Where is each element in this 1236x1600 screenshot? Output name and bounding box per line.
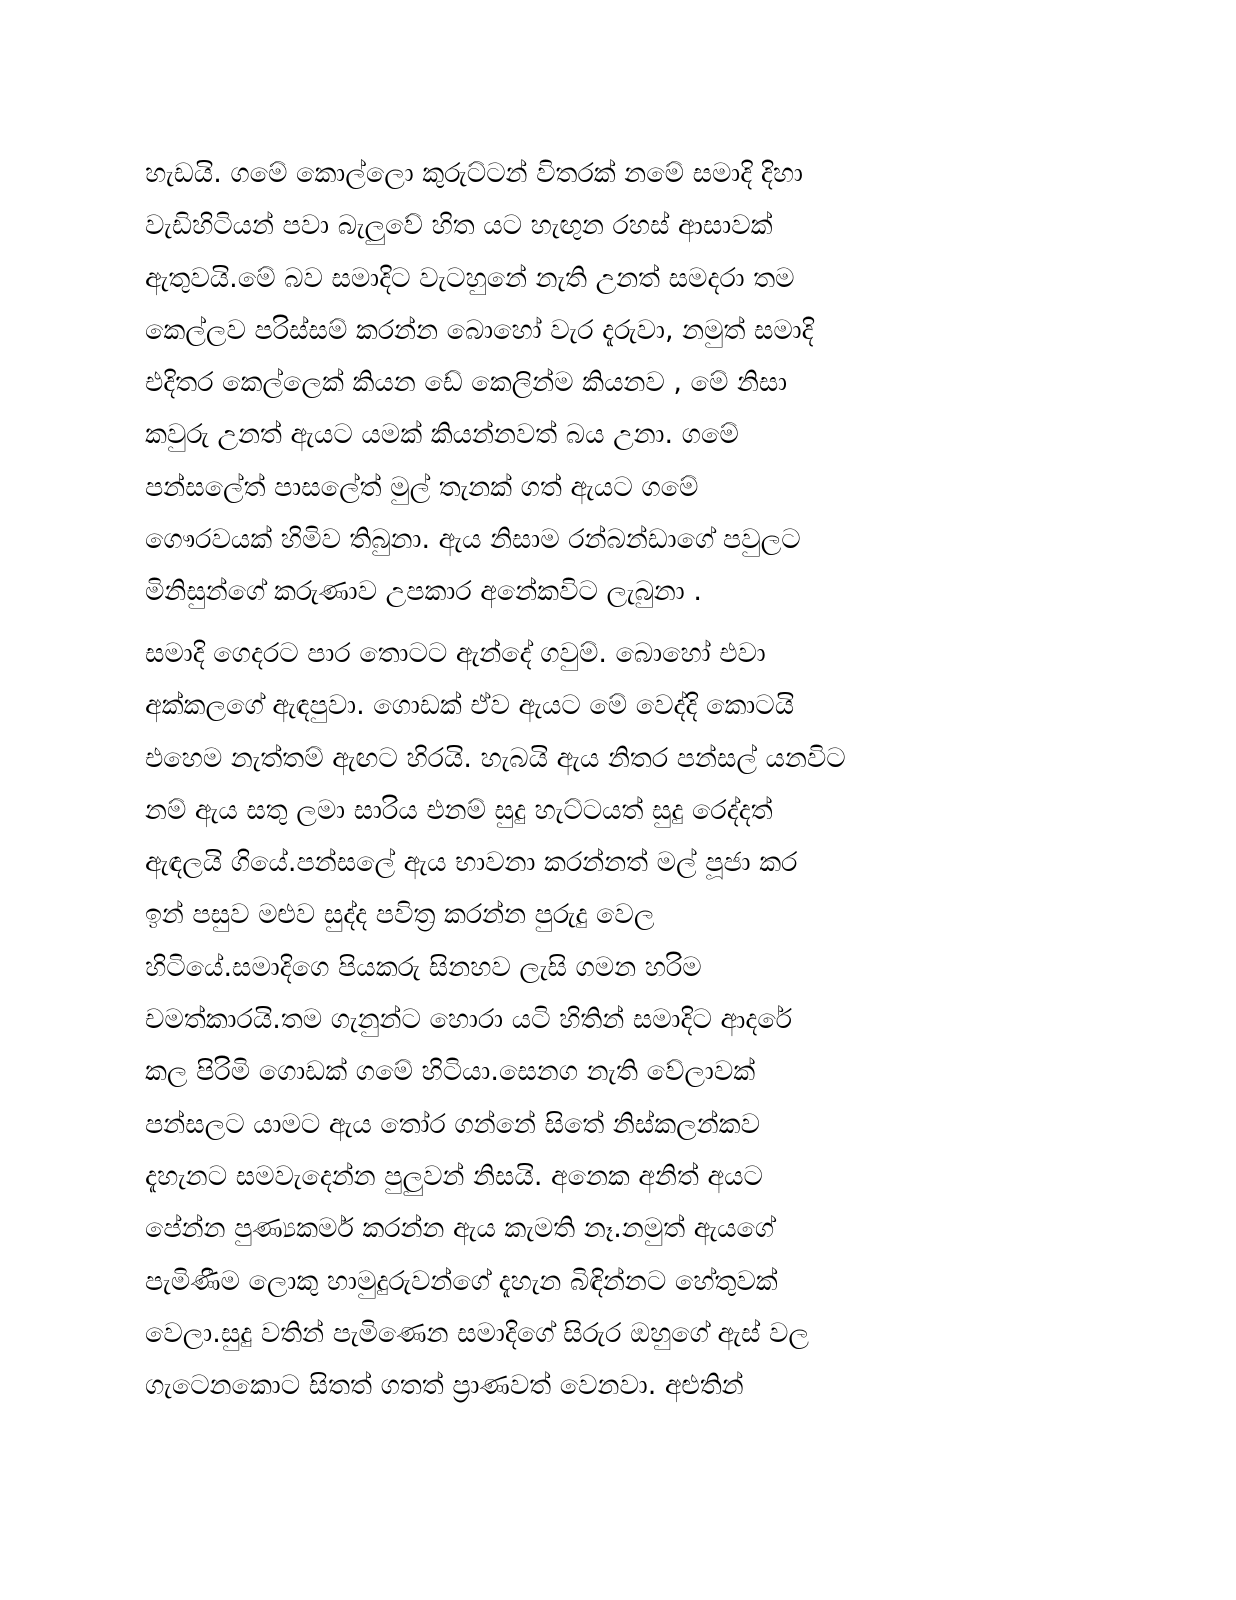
text-line: එහෙම නැත්තම් ඇඟට හිරයි. හැබයි ඇය නිතර පන්සල් යනවිට <box>145 742 846 774</box>
text-line: සමාදි ගෙදරට පාර තොටට ඇන්දේ ගවුම්. බොහෝ එවා <box>145 638 766 669</box>
text-line: ගෞරවයක් හිමිව තිබුනා. ඇය නිසාම රන්බන්ඩාගේ පවුලට <box>145 524 801 556</box>
text-line: ඇඳලයි ගියේ.පන්සලේ ඇය භාවනා කරන්නත් මල් පූජා කර <box>145 847 798 879</box>
text-line: කල පිරිමි ගොඩක් ගමේ හිටියා.සෙනග නැති වේලාවක් <box>145 1056 756 1088</box>
text-line: පන්සලේත් පාසලේත් මුල් තැනක් ගත් ඇයට ගමේ <box>145 471 699 503</box>
text-line: කෙල්ලව පරිස්සම් කරන්න බොහෝ වැර දැරුවා, නමුත් සමාදි <box>145 314 814 346</box>
text-line: දැහැනට සමවැදෙන්න පුලුවන් නිසයි. අනෙක අනිත් අයට <box>145 1160 763 1192</box>
text-line: නම් ඇය සතු ලමා සාරිය එනම් සුදු හැට්ටයත් සුදු රෙද්දත් <box>145 794 773 826</box>
text-line: ඇතුවයි.මේ බව සමාදිට වැටහුනේ නැති උනත් සමදරා තම <box>145 262 795 294</box>
text-line: අක්කලගේ ඇඳපුවා. ගොඩක් ඒව ඇයට මේ වෙද්දි කොටයි <box>145 690 795 722</box>
text-line: කවුරු උනත් ඇයට යමක් කියන්නවත් බය උනා. ගමේ <box>145 419 739 451</box>
paragraph-1 <box>145 148 1105 619</box>
text-line: හැඩයි. ගමේ කොල්ලො කුරුට්ටන් විතරක් නමේ සමාදි දිහා <box>145 158 803 189</box>
text-line: ගැටෙනකොට සිතත් ගතත් ප්‍රාණවත් වෙනවා. අළුතින් <box>145 1370 744 1402</box>
text-line: ඉන් පසුව මළුව සුද්ද පවිත්‍ර කරන්න පුරුදු වෙල <box>145 899 655 931</box>
text-line: මිනිසුන්ගේ කරුණාව උපකාර අනේකවිට ලැබුනා . <box>145 576 702 608</box>
text-line: වැඩිහිටියන් පවා බැලුවේ හිත යට හැඟුන රහස් ආසාවක් <box>145 210 773 242</box>
text-line: වෙලා.සුදු වතින් පැමිණෙන සමාදිගේ සිරුර ඔහුගේ ඇස් වල <box>145 1317 809 1349</box>
text-line: හිටියේ.සමාදිගෙ පියකරු සිනහව ලැසි ගමන හරිම <box>145 951 702 983</box>
text-line: පැමිණීම ලොකු හාමුදුරුවන්ගේ දැහැන බිඳින්නට හේතුවක් <box>145 1265 778 1297</box>
text-line: එදිතර කෙල්ලෙක් කියන ඩේ කෙලින්ම කියනව , මේ නිසා <box>145 367 788 399</box>
paragraph-2 <box>145 628 1105 1412</box>
text-line: චමත්කාරයි.තම ගැනුන්ට හොරා යටි හිතින් සමාදිට ආදරේ <box>145 1004 793 1036</box>
text-line: පන්සලට යාමට ඇය තෝර ගන්නේ සිතේ නිස්කලන්කව <box>145 1108 760 1140</box>
text-line: පේන්න පුණ්‍යකර්ම කරන්න ඇය කැමති නෑ.නමුත් ඇයගේ <box>145 1213 775 1245</box>
